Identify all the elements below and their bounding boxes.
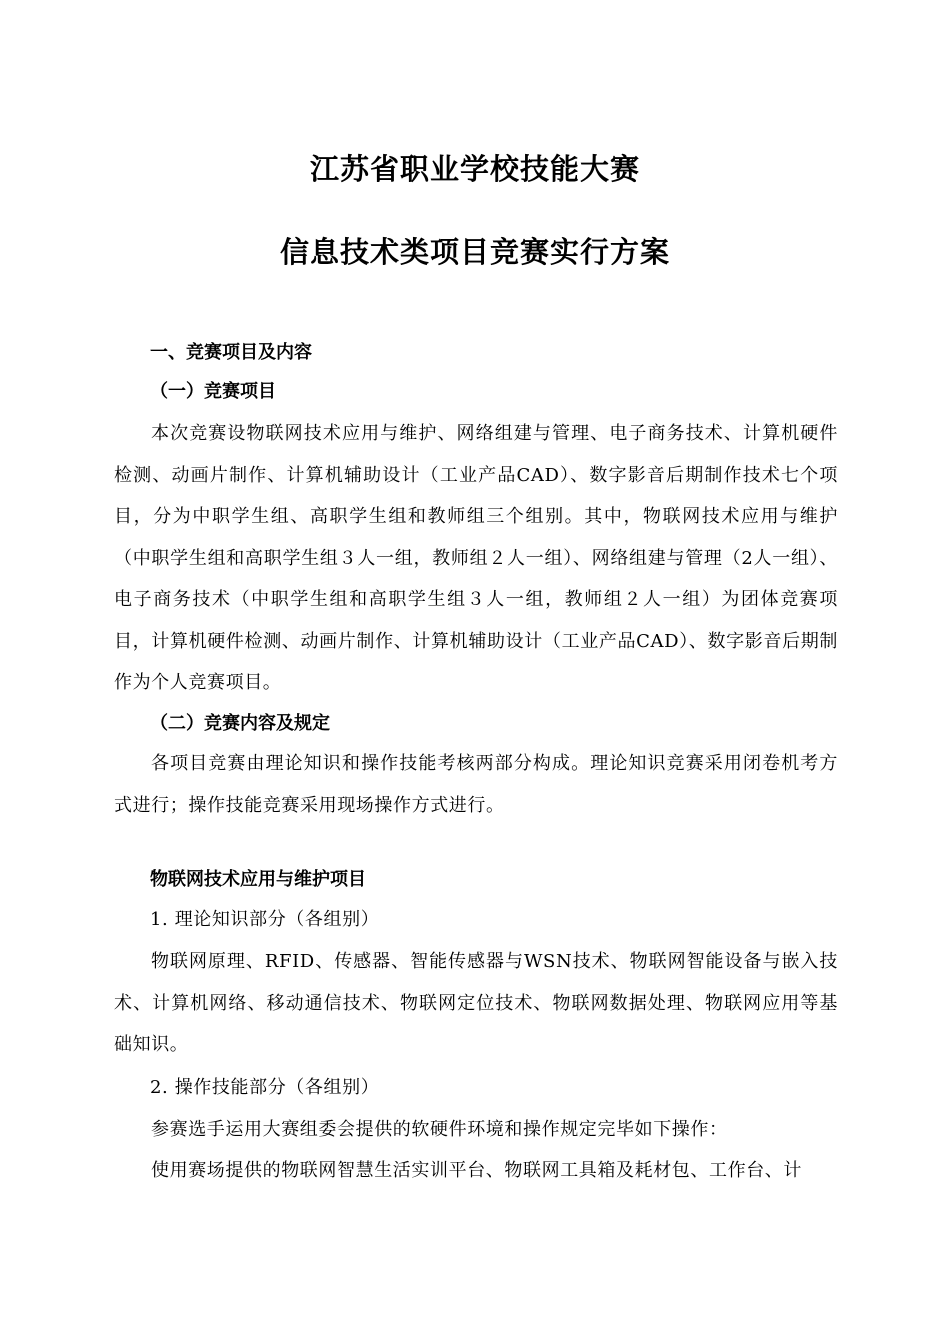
paragraph: 使用赛场提供的物联网智慧生活实训平台、物联网工具箱及耗材包、工作台、计 <box>151 1160 802 1181</box>
paragraph: 参赛选手运用大赛组委会提供的软硬件环境和操作规定完毕如下操作： <box>151 1119 728 1140</box>
list-item: 1. 理论知识部分（各组别） <box>150 909 380 930</box>
list-item: 2. 操作技能部分（各组别） <box>150 1077 380 1098</box>
document-title-line-1: 江苏省职业学校技能大赛 <box>309 152 640 186</box>
subsection-heading: （二）竞赛内容及规定 <box>150 713 330 734</box>
section-heading: 一、竞赛项目及内容 <box>150 342 312 363</box>
project-heading: 物联网技术应用与维护项目 <box>150 869 366 890</box>
paragraph: 本次竞赛设物联网技术应用与维护、网络组建与管理、电子商务技术、计算机硬件检测、动画片制作、计算机辅助设计（工业产品CAD）、数字影音后期制作技术七个项目，分为中职学生组、高职学生组和教师组三个组别。其中，物联网技术应用与维护（中职学生组和高职学生组３人一组，教师组２人一组）、网络组建与管理（2人一组）、电子商务技术（中职学生组和高职学生组３人一组，教师组２人一组）为团体竞赛项目，计算机硬件检测、动画片制作、计算机辅助设计（工业产品CAD）、数字影音后期制作为个人竞赛项目。 <box>114 423 838 693</box>
document-title-line-2: 信息技术类项目竞赛实行方案 <box>279 235 670 269</box>
paragraph: 物联网原理、RFID、传感器、智能传感器与WSN技术、物联网智能设备与嵌入技术、计算机网络、移动通信技术、物联网定位技术、物联网数据处理、物联网应用等基础知识。 <box>114 951 838 1055</box>
subsection-heading: （一）竞赛项目 <box>150 381 276 402</box>
paragraph: 各项目竞赛由理论知识和操作技能考核两部分构成。理论知识竞赛采用闭卷机考方式进行；操作技能竞赛采用现场操作方式进行。 <box>114 753 838 816</box>
